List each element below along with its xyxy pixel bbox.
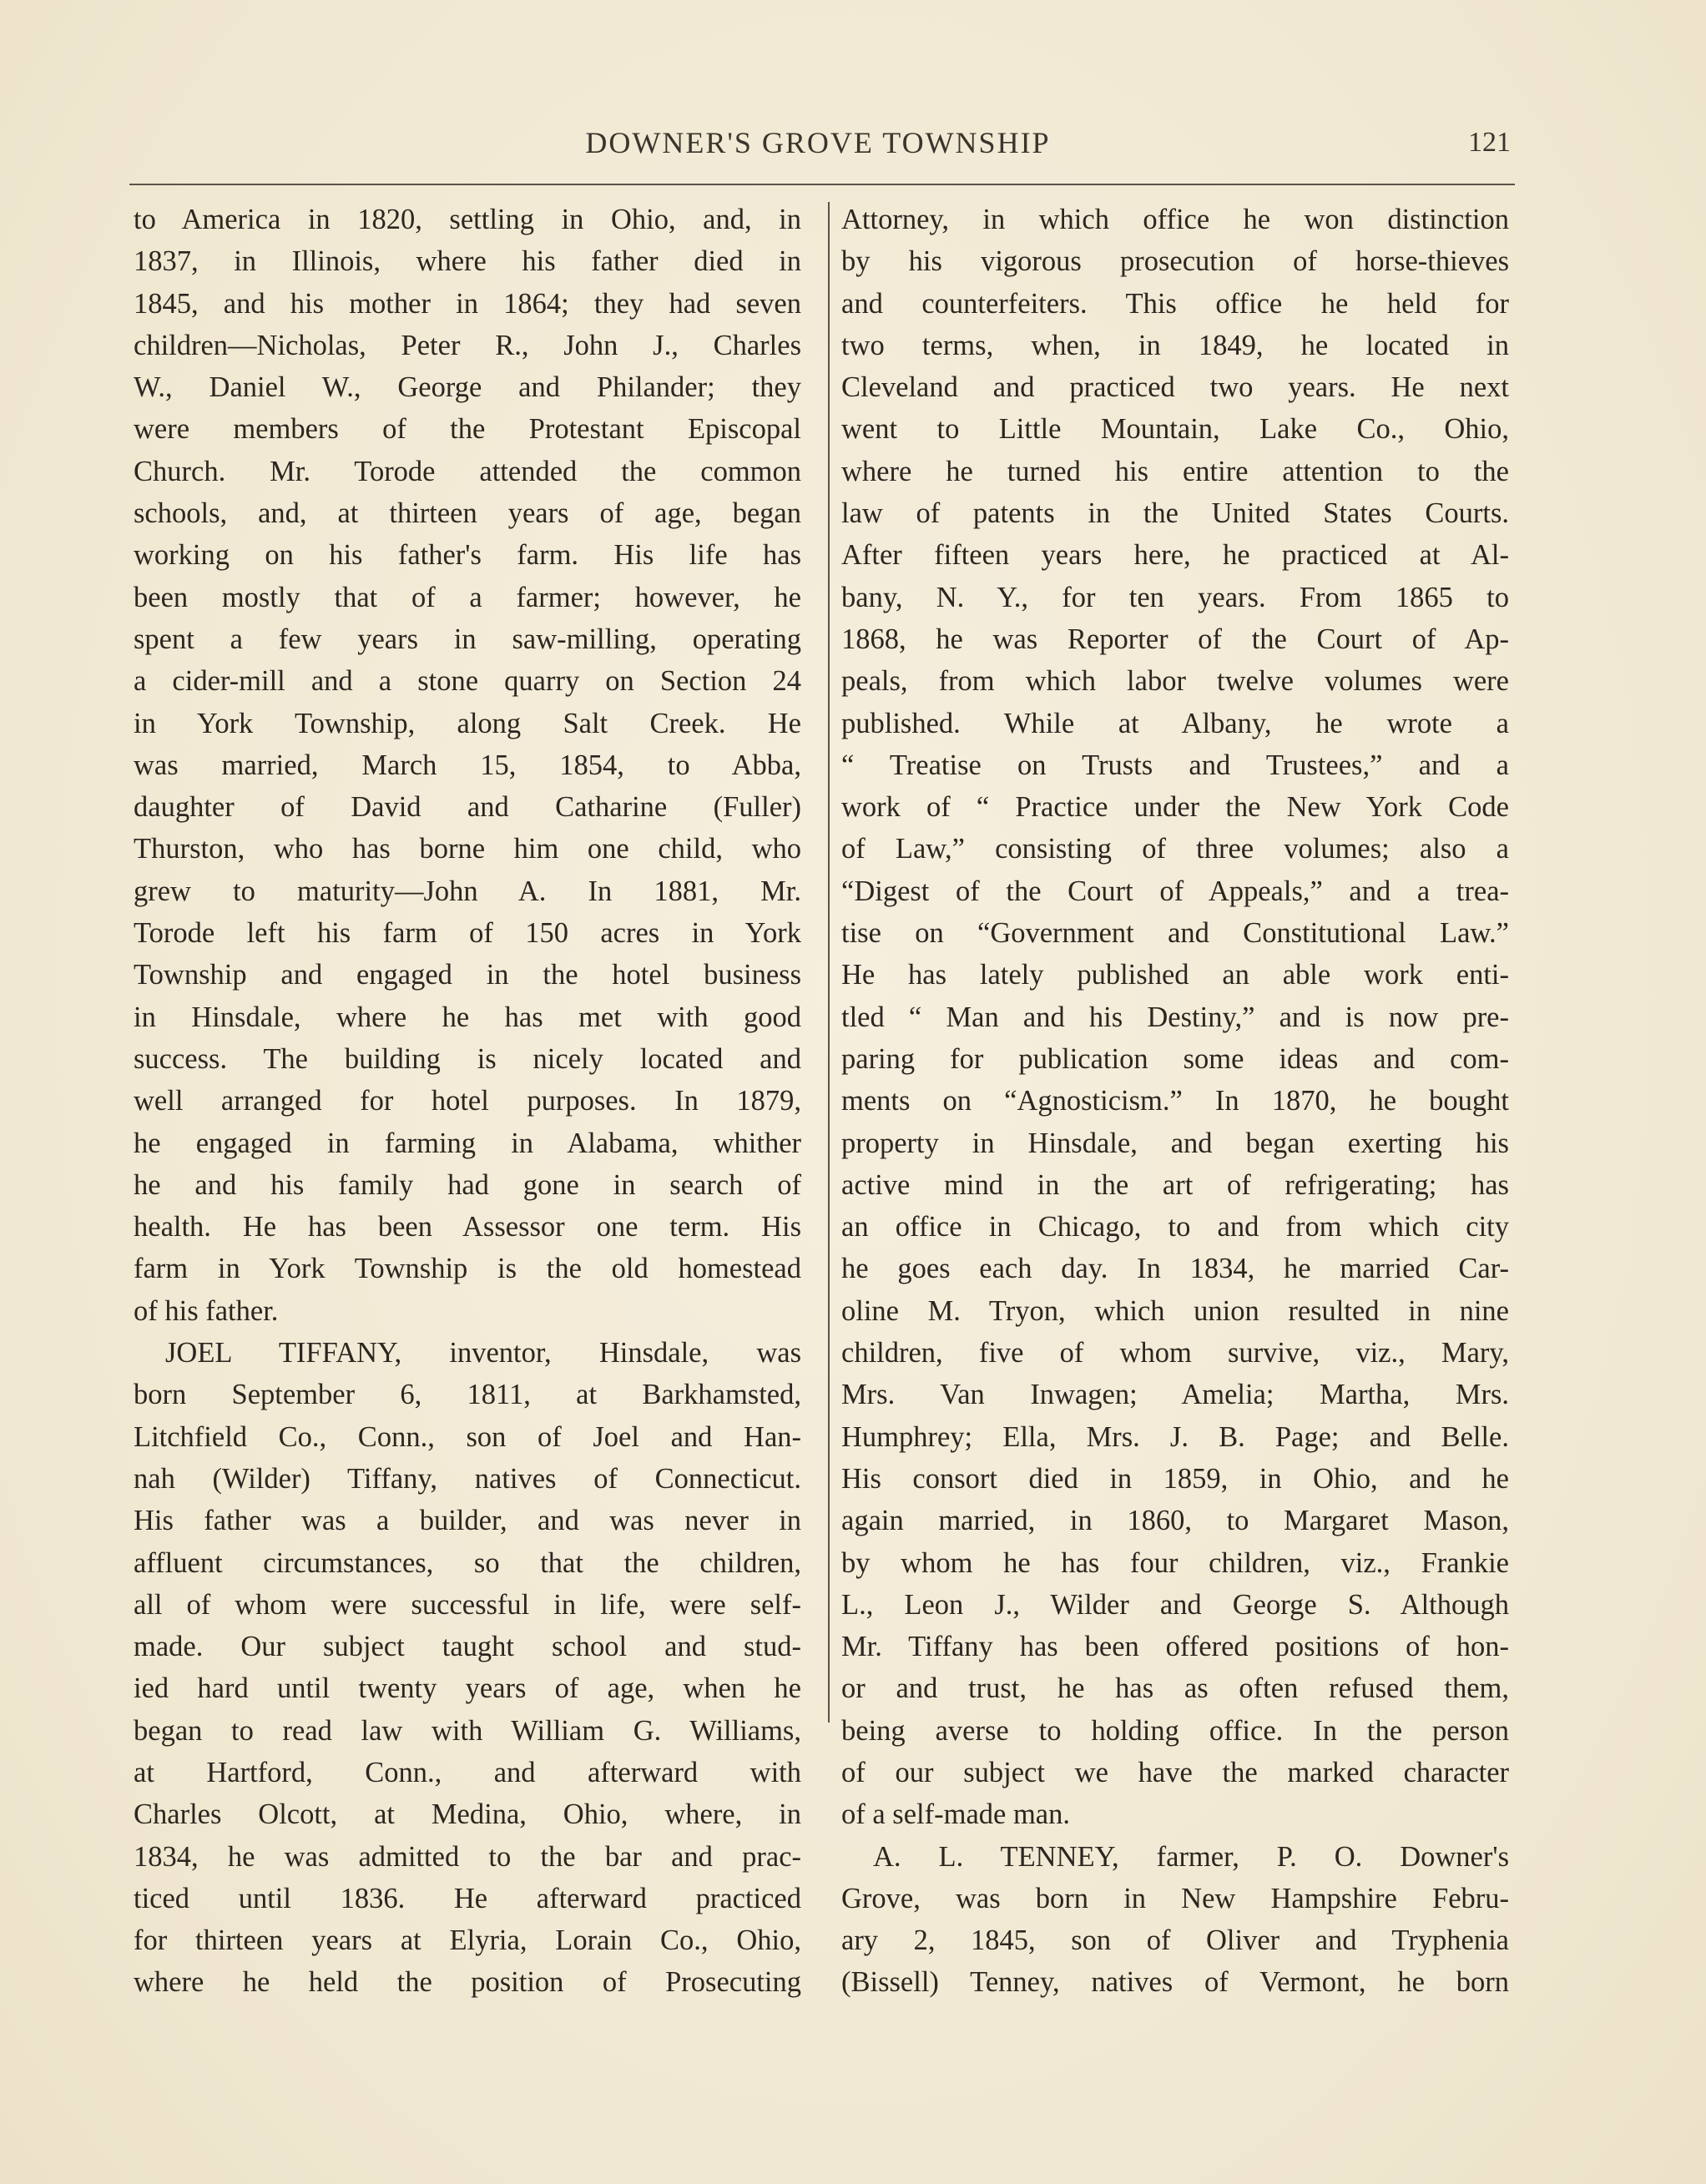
text-line: where he turned his entire attention to the: [841, 455, 1509, 487]
column-divider: [828, 202, 830, 1722]
text-line: he and his family had gone in search of: [134, 1168, 801, 1201]
text-line: He has lately published an able work enti-: [841, 959, 1509, 991]
text-line: L., Leon J., Wilder and George S. Although: [841, 1588, 1509, 1621]
text-line: A. L. TENNEY, farmer, P. O. Downer's: [873, 1840, 1509, 1873]
text-line: by his vigorous prosecution of horse-thieves: [841, 245, 1509, 278]
text-line: were members of the Protestant Episcopal: [134, 413, 801, 446]
text-line: daughter of David and Catharine (Fuller): [134, 791, 801, 824]
text-line: children, five of whom survive, viz., Mary,: [841, 1337, 1509, 1369]
text-line: all of whom were successful in life, were self-: [134, 1588, 801, 1621]
text-line: nah (Wilder) Tiffany, natives of Connecticut.: [134, 1462, 801, 1495]
text-line: 1834, he was admitted to the bar and prac-: [134, 1840, 801, 1873]
text-line: oline M. Tryon, which union resulted in nine: [841, 1294, 1509, 1327]
text-line: work of “ Practice under the New York Code: [841, 791, 1509, 824]
text-line: of Law,” consisting of three volumes; also a: [841, 833, 1509, 865]
text-line: for thirteen years at Elyria, Lorain Co., Ohio,: [134, 1924, 801, 1957]
text-line: peals, from which labor twelve volumes were: [841, 665, 1509, 698]
text-line: spent a few years in saw-milling, operating: [134, 623, 801, 655]
text-line: where he held the position of Prosecuting: [134, 1966, 801, 1999]
text-line: began to read law with William G. Williams,: [134, 1714, 801, 1747]
text-line: health. He has been Assessor one term. His: [134, 1211, 801, 1243]
text-line: Township and engaged in the hotel business: [134, 959, 801, 991]
text-line: His consort died in 1859, in Ohio, and he: [841, 1462, 1509, 1495]
text-line: again married, in 1860, to Margaret Mason,: [841, 1505, 1509, 1537]
text-line: property in Hinsdale, and began exerting his: [841, 1127, 1509, 1159]
text-line: Litchfield Co., Conn., son of Joel and Han-: [134, 1420, 801, 1453]
text-line: “ Treatise on Trusts and Trustees,” and a: [841, 749, 1509, 781]
text-line: Church. Mr. Torode attended the common: [134, 455, 801, 487]
text-line: well arranged for hotel purposes. In 1879,: [134, 1085, 801, 1117]
text-line: by whom he has four children, viz., Frankie: [841, 1546, 1509, 1579]
text-line: in Hinsdale, where he has met with good: [134, 1001, 801, 1033]
text-line: Thurston, who has borne him one child, who: [134, 833, 801, 865]
text-line: tled “ Man and his Destiny,” and is now pre-: [841, 1001, 1509, 1033]
text-line: JOEL TIFFANY, inventor, Hinsdale, was: [165, 1337, 801, 1369]
text-line: of a self-made man.: [841, 1798, 1070, 1831]
text-line: grew to maturity—John A. In 1881, Mr.: [134, 875, 801, 907]
text-line: of his father.: [134, 1294, 279, 1327]
text-line: born September 6, 1811, at Barkhamsted,: [134, 1379, 801, 1411]
text-line: W., Daniel W., George and Philander; they: [134, 371, 801, 404]
text-line: (Bissell) Tenney, natives of Vermont, he born: [841, 1966, 1509, 1999]
text-line: or and trust, he has as often refused them,: [841, 1672, 1509, 1705]
text-line: 1868, he was Reporter of the Court of Ap-: [841, 623, 1509, 655]
text-line: children—Nicholas, Peter R., John J., Charles: [134, 329, 801, 361]
text-line: of our subject we have the marked character: [841, 1756, 1509, 1788]
text-line: Mr. Tiffany has been offered positions of hon-: [841, 1631, 1509, 1663]
text-line: Humphrey; Ella, Mrs. J. B. Page; and Belle.: [841, 1420, 1509, 1453]
text-line: ticed until 1836. He afterward practiced: [134, 1882, 801, 1914]
text-line: to America in 1820, settling in Ohio, and, in: [134, 204, 801, 235]
text-line: at Hartford, Conn., and afterward with: [134, 1756, 801, 1788]
header-rule: [129, 184, 1515, 185]
text-line: he goes each day. In 1834, he married Car-: [841, 1253, 1509, 1285]
text-line: in York Township, along Salt Creek. He: [134, 707, 801, 739]
text-line: After fifteen years here, he practiced at Al-: [841, 539, 1509, 572]
text-line: Charles Olcott, at Medina, Ohio, where, in: [134, 1798, 801, 1831]
left-column: [134, 199, 801, 2004]
text-line: schools, and, at thirteen years of age, began: [134, 497, 801, 530]
text-line: success. The building is nicely located and: [134, 1042, 801, 1075]
text-line: Grove, was born in New Hampshire Febru-: [841, 1882, 1509, 1914]
text-line: and counterfeiters. This office he held for: [841, 287, 1509, 320]
text-line: ied hard until twenty years of age, when he: [134, 1672, 801, 1705]
text-line: ary 2, 1845, son of Oliver and Tryphenia: [841, 1924, 1509, 1957]
text-line: law of patents in the United States Courts.: [841, 497, 1509, 530]
text-line: went to Little Mountain, Lake Co., Ohio,: [841, 413, 1509, 446]
text-line: published. While at Albany, he wrote a: [841, 707, 1509, 739]
right-column: [841, 199, 1509, 2004]
text-line: made. Our subject taught school and stud-: [134, 1631, 801, 1663]
text-line: His father was a builder, and was never in: [134, 1505, 801, 1537]
text-line: “Digest of the Court of Appeals,” and a trea-: [841, 875, 1509, 907]
text-line: an office in Chicago, to and from which city: [841, 1211, 1509, 1243]
text-line: working on his father's farm. His life has: [134, 539, 801, 572]
text-line: Attorney, in which office he won distinction: [841, 204, 1509, 235]
text-line: ments on “Agnosticism.” In 1870, he bought: [841, 1085, 1509, 1117]
text-line: two terms, when, in 1849, he located in: [841, 329, 1509, 361]
text-line: Torode left his farm of 150 acres in York: [134, 917, 801, 950]
text-line: was married, March 15, 1854, to Abba,: [134, 749, 801, 781]
text-line: affluent circumstances, so that the children,: [134, 1546, 801, 1579]
page-number: 121: [1468, 127, 1511, 158]
text-line: Cleveland and practiced two years. He next: [841, 371, 1509, 404]
text-line: Mrs. Van Inwagen; Amelia; Martha, Mrs.: [841, 1379, 1509, 1411]
text-line: farm in York Township is the old homestead: [134, 1253, 801, 1285]
text-line: paring for publication some ideas and com-: [841, 1042, 1509, 1075]
running-head: DOWNER'S GROVE TOWNSHIP: [585, 126, 1051, 159]
text-line: 1837, in Illinois, where his father died in: [134, 245, 801, 278]
text-line: tise on “Government and Constitutional Law.”: [841, 917, 1509, 950]
text-line: bany, N. Y., for ten years. From 1865 to: [841, 581, 1509, 613]
text-line: active mind in the art of refrigerating; has: [841, 1168, 1509, 1201]
text-line: he engaged in farming in Alabama, whither: [134, 1127, 801, 1159]
text-line: been mostly that of a farmer; however, he: [134, 581, 801, 613]
text-line: 1845, and his mother in 1864; they had seven: [134, 287, 801, 320]
page-header: [125, 125, 1511, 175]
text-line: a cider-mill and a stone quarry on Section 24: [134, 665, 801, 698]
text-line: being averse to holding office. In the person: [841, 1714, 1509, 1747]
